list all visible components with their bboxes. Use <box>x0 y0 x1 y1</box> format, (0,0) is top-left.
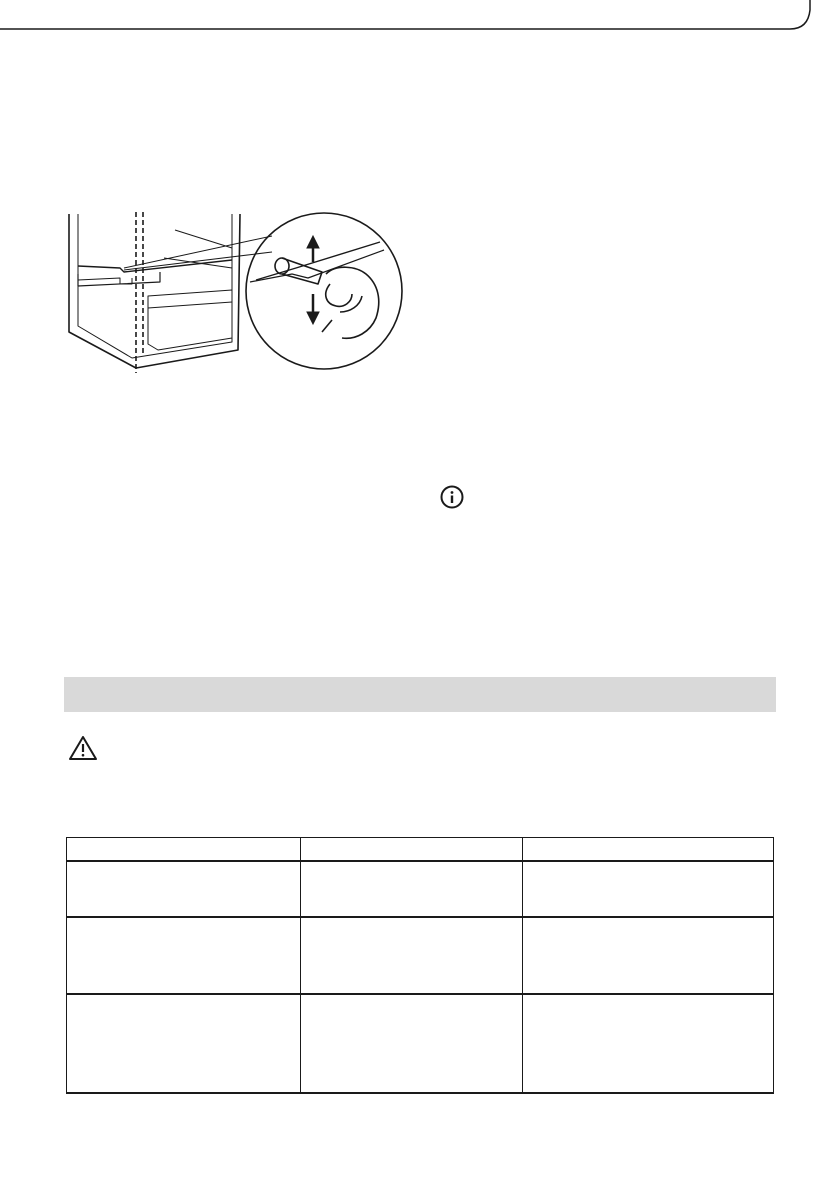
table-cell <box>523 861 774 917</box>
section-heading-band <box>64 677 776 712</box>
table-header-row <box>67 838 774 861</box>
table-cell <box>67 994 301 1093</box>
warning-triangle-icon <box>68 735 98 761</box>
table-header-cell <box>523 838 774 861</box>
table-cell <box>67 917 301 994</box>
table-row <box>67 861 774 917</box>
table-row <box>67 917 774 994</box>
table-cell <box>523 994 774 1093</box>
info-icon <box>439 484 465 510</box>
table-cell <box>301 994 523 1093</box>
table-header-cell <box>301 838 523 861</box>
shelf-adjustment-illustration <box>60 208 412 378</box>
table-cell <box>67 861 301 917</box>
table-cell <box>301 861 523 917</box>
table-header-cell <box>67 838 301 861</box>
header-rule <box>0 0 839 40</box>
table-row <box>67 994 774 1093</box>
table-cell <box>523 917 774 994</box>
troubleshooting-table <box>66 837 774 1094</box>
table-cell <box>301 917 523 994</box>
